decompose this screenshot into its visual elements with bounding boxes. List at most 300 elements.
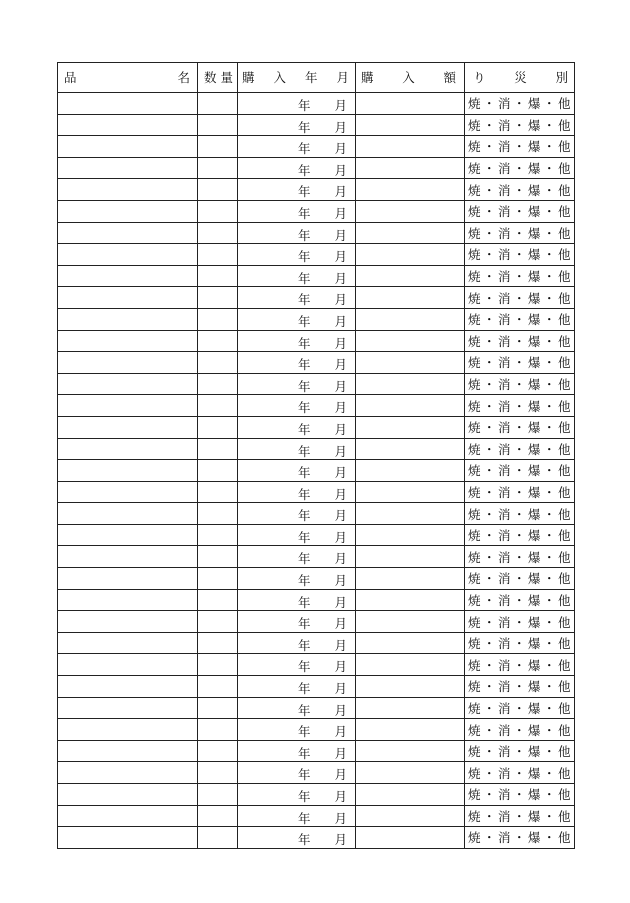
item-name-cell[interactable] bbox=[58, 654, 198, 676]
purchase-date-cell[interactable] bbox=[238, 784, 356, 806]
disaster-type-option[interactable]: 消 bbox=[497, 441, 511, 457]
disaster-type-option[interactable]: 爆 bbox=[528, 161, 542, 177]
disaster-type-option[interactable]: 他 bbox=[558, 592, 572, 608]
quantity-cell[interactable] bbox=[198, 222, 238, 244]
disaster-type-option[interactable]: 焼 bbox=[467, 290, 481, 306]
disaster-type-option[interactable]: 他 bbox=[558, 571, 572, 587]
disaster-type-option[interactable]: 焼 bbox=[467, 808, 481, 824]
disaster-type-option[interactable]: 消 bbox=[497, 722, 511, 738]
disaster-type-option[interactable]: 爆 bbox=[528, 312, 542, 328]
purchase-date-cell[interactable] bbox=[238, 136, 356, 158]
quantity-cell[interactable] bbox=[198, 93, 238, 115]
disaster-type-cell bbox=[465, 265, 575, 287]
disaster-type-option[interactable]: 爆 bbox=[528, 657, 542, 673]
purchase-amount-cell[interactable] bbox=[356, 676, 465, 698]
disaster-type-option[interactable]: 他 bbox=[558, 377, 572, 393]
item-name-cell[interactable] bbox=[58, 611, 198, 633]
purchase-amount-cell[interactable] bbox=[356, 568, 465, 590]
disaster-type-option[interactable]: 焼 bbox=[467, 139, 481, 155]
quantity-cell[interactable] bbox=[198, 740, 238, 762]
table-row bbox=[58, 136, 575, 158]
disaster-type-option[interactable]: 消 bbox=[497, 225, 511, 241]
disaster-type-option[interactable]: 消 bbox=[497, 269, 511, 285]
purchase-date-cell[interactable] bbox=[238, 244, 356, 266]
quantity-cell[interactable] bbox=[198, 762, 238, 784]
disaster-type-option[interactable]: 消 bbox=[497, 808, 511, 824]
purchase-date-cell[interactable] bbox=[238, 265, 356, 287]
disaster-type-option[interactable]: 焼 bbox=[467, 312, 481, 328]
disaster-type-option[interactable]: 他 bbox=[558, 117, 572, 133]
purchase-amount-cell[interactable] bbox=[356, 784, 465, 806]
disaster-type-option[interactable]: 焼 bbox=[467, 571, 481, 587]
purchase-amount-cell[interactable] bbox=[356, 373, 465, 395]
disaster-type-option[interactable]: 焼 bbox=[467, 463, 481, 479]
disaster-type-option[interactable]: 焼 bbox=[467, 225, 481, 241]
disaster-type-option[interactable]: 消 bbox=[497, 96, 511, 112]
purchase-date-cell[interactable] bbox=[238, 654, 356, 676]
separator-dot: ・ bbox=[482, 484, 496, 500]
disaster-type-option[interactable]: 焼 bbox=[467, 722, 481, 738]
disaster-type-option[interactable]: 消 bbox=[497, 398, 511, 414]
disaster-type-option[interactable]: 爆 bbox=[528, 614, 542, 630]
purchase-amount-cell[interactable] bbox=[356, 179, 465, 201]
purchase-amount-cell[interactable] bbox=[356, 589, 465, 611]
quantity-cell[interactable] bbox=[198, 287, 238, 309]
disaster-type-option[interactable]: 爆 bbox=[528, 355, 542, 371]
disaster-type-option[interactable]: 消 bbox=[497, 117, 511, 133]
purchase-amount-cell[interactable] bbox=[356, 805, 465, 827]
quantity-cell[interactable] bbox=[198, 827, 238, 849]
purchase-amount-cell[interactable] bbox=[356, 719, 465, 741]
disaster-type-option[interactable]: 焼 bbox=[467, 830, 481, 846]
purchase-amount-cell[interactable] bbox=[356, 546, 465, 568]
quantity-cell[interactable] bbox=[198, 568, 238, 590]
disaster-type-cell bbox=[465, 395, 575, 417]
disaster-type-option[interactable]: 消 bbox=[497, 355, 511, 371]
disaster-type-option[interactable]: 他 bbox=[558, 808, 572, 824]
purchase-amount-cell[interactable] bbox=[356, 460, 465, 482]
purchase-amount-cell[interactable] bbox=[356, 697, 465, 719]
quantity-cell[interactable] bbox=[198, 157, 238, 179]
purchase-date-cell[interactable] bbox=[238, 676, 356, 698]
quantity-cell[interactable] bbox=[198, 654, 238, 676]
item-name-cell[interactable] bbox=[58, 546, 198, 568]
quantity-cell[interactable] bbox=[198, 460, 238, 482]
purchase-date-cell[interactable] bbox=[238, 179, 356, 201]
quantity-cell[interactable] bbox=[198, 805, 238, 827]
disaster-type-option[interactable]: 消 bbox=[497, 247, 511, 263]
disaster-type-option[interactable]: 他 bbox=[558, 722, 572, 738]
disaster-type-option[interactable]: 消 bbox=[497, 139, 511, 155]
disaster-type-option[interactable]: 焼 bbox=[467, 787, 481, 803]
purchase-date-cell[interactable] bbox=[238, 611, 356, 633]
disaster-type-option[interactable]: 焼 bbox=[467, 614, 481, 630]
disaster-type-option[interactable]: 爆 bbox=[528, 484, 542, 500]
purchase-date-cell[interactable] bbox=[238, 827, 356, 849]
purchase-date-cell[interactable] bbox=[238, 308, 356, 330]
disaster-type-option[interactable]: 消 bbox=[497, 679, 511, 695]
purchase-amount-cell[interactable] bbox=[356, 287, 465, 309]
disaster-type-option[interactable]: 焼 bbox=[467, 441, 481, 457]
item-name-cell[interactable] bbox=[58, 330, 198, 352]
disaster-type-option[interactable]: 焼 bbox=[467, 592, 481, 608]
quantity-cell[interactable] bbox=[198, 244, 238, 266]
purchase-date-cell[interactable] bbox=[238, 93, 356, 115]
disaster-type-option[interactable]: 消 bbox=[497, 787, 511, 803]
purchase-date-cell[interactable] bbox=[238, 373, 356, 395]
disaster-type-option[interactable]: 消 bbox=[497, 161, 511, 177]
quantity-cell[interactable] bbox=[198, 416, 238, 438]
disaster-type-option[interactable]: 他 bbox=[558, 355, 572, 371]
item-name-cell[interactable] bbox=[58, 676, 198, 698]
item-name-cell[interactable] bbox=[58, 114, 198, 136]
disaster-type-option[interactable]: 爆 bbox=[528, 722, 542, 738]
disaster-type-option[interactable]: 爆 bbox=[528, 139, 542, 155]
quantity-cell[interactable] bbox=[198, 524, 238, 546]
disaster-type-option[interactable]: 消 bbox=[497, 830, 511, 846]
disaster-type-option[interactable]: 他 bbox=[558, 657, 572, 673]
purchase-amount-cell[interactable] bbox=[356, 93, 465, 115]
disaster-type-option[interactable]: 爆 bbox=[528, 830, 542, 846]
purchase-date-cell[interactable] bbox=[238, 568, 356, 590]
quantity-cell[interactable] bbox=[198, 719, 238, 741]
disaster-type-option[interactable]: 爆 bbox=[528, 117, 542, 133]
purchase-date-cell[interactable] bbox=[238, 719, 356, 741]
table-row bbox=[58, 568, 575, 590]
disaster-type-option[interactable]: 焼 bbox=[467, 657, 481, 673]
item-name-cell[interactable] bbox=[58, 524, 198, 546]
purchase-date-cell[interactable] bbox=[238, 200, 356, 222]
disaster-type-option[interactable]: 他 bbox=[558, 204, 572, 220]
disaster-type-option[interactable]: 爆 bbox=[528, 247, 542, 263]
disaster-type-option[interactable]: 消 bbox=[497, 333, 511, 349]
disaster-type-option[interactable]: 焼 bbox=[467, 204, 481, 220]
purchase-date-cell[interactable] bbox=[238, 287, 356, 309]
item-name-cell[interactable] bbox=[58, 244, 198, 266]
disaster-type-option[interactable]: 爆 bbox=[528, 441, 542, 457]
disaster-type-option[interactable]: 他 bbox=[558, 312, 572, 328]
purchase-date-cell[interactable] bbox=[238, 632, 356, 654]
disaster-type-option[interactable]: 他 bbox=[558, 441, 572, 457]
disaster-type-option[interactable]: 他 bbox=[558, 139, 572, 155]
disaster-type-option[interactable]: 焼 bbox=[467, 549, 481, 565]
item-name-cell[interactable] bbox=[58, 308, 198, 330]
disaster-type-option[interactable]: 爆 bbox=[528, 506, 542, 522]
item-name-cell[interactable] bbox=[58, 136, 198, 158]
disaster-type-option[interactable]: 爆 bbox=[528, 787, 542, 803]
purchase-amount-cell[interactable] bbox=[356, 352, 465, 374]
disaster-type-option[interactable]: 爆 bbox=[528, 808, 542, 824]
disaster-type-option[interactable]: 焼 bbox=[467, 506, 481, 522]
purchase-amount-cell[interactable] bbox=[356, 762, 465, 784]
disaster-type-option[interactable]: 消 bbox=[497, 744, 511, 760]
separator-dot: ・ bbox=[512, 117, 526, 133]
disaster-type-option[interactable]: 他 bbox=[558, 549, 572, 565]
purchase-date-cell[interactable] bbox=[238, 481, 356, 503]
disaster-type-option[interactable]: 他 bbox=[558, 679, 572, 695]
purchase-date-cell[interactable] bbox=[238, 589, 356, 611]
purchase-amount-cell[interactable] bbox=[356, 827, 465, 849]
item-name-cell[interactable] bbox=[58, 287, 198, 309]
item-name-cell[interactable] bbox=[58, 352, 198, 374]
quantity-cell[interactable] bbox=[198, 611, 238, 633]
disaster-type-option[interactable]: 他 bbox=[558, 420, 572, 436]
purchase-date-cell[interactable] bbox=[238, 157, 356, 179]
year-label: 年 bbox=[298, 162, 311, 178]
purchase-date-cell[interactable] bbox=[238, 546, 356, 568]
disaster-type-option[interactable]: 爆 bbox=[528, 592, 542, 608]
purchase-amount-cell[interactable] bbox=[356, 330, 465, 352]
disaster-type-option[interactable]: 焼 bbox=[467, 528, 481, 544]
disaster-type-option[interactable]: 他 bbox=[558, 247, 572, 263]
disaster-type-option[interactable]: 消 bbox=[497, 700, 511, 716]
quantity-cell[interactable] bbox=[198, 632, 238, 654]
purchase-date-cell[interactable] bbox=[238, 503, 356, 525]
disaster-type-option[interactable]: 他 bbox=[558, 398, 572, 414]
disaster-type-option[interactable]: 消 bbox=[497, 204, 511, 220]
disaster-type-option[interactable]: 爆 bbox=[528, 420, 542, 436]
item-name-cell[interactable] bbox=[58, 503, 198, 525]
disaster-type-option[interactable]: 爆 bbox=[528, 679, 542, 695]
purchase-amount-cell[interactable] bbox=[356, 416, 465, 438]
disaster-type-option[interactable]: 焼 bbox=[467, 355, 481, 371]
disaster-type-option[interactable]: 焼 bbox=[467, 182, 481, 198]
separator-dot: ・ bbox=[543, 204, 557, 220]
disaster-type-option[interactable]: 消 bbox=[497, 528, 511, 544]
disaster-type-option[interactable]: 爆 bbox=[528, 182, 542, 198]
quantity-cell[interactable] bbox=[198, 352, 238, 374]
purchase-date-cell[interactable] bbox=[238, 762, 356, 784]
disaster-type-option[interactable]: 焼 bbox=[467, 765, 481, 781]
quantity-cell[interactable] bbox=[198, 265, 238, 287]
purchase-amount-cell[interactable] bbox=[356, 136, 465, 158]
disaster-type-option[interactable]: 焼 bbox=[467, 96, 481, 112]
disaster-type-option[interactable]: 爆 bbox=[528, 398, 542, 414]
item-name-cell[interactable] bbox=[58, 762, 198, 784]
purchase-amount-cell[interactable] bbox=[356, 308, 465, 330]
purchase-amount-cell[interactable] bbox=[356, 611, 465, 633]
disaster-type-option[interactable]: 焼 bbox=[467, 117, 481, 133]
purchase-date-cell[interactable] bbox=[238, 697, 356, 719]
disaster-type-option[interactable]: 他 bbox=[558, 744, 572, 760]
disaster-type-option[interactable]: 焼 bbox=[467, 161, 481, 177]
disaster-type-option[interactable]: 焼 bbox=[467, 377, 481, 393]
item-name-cell[interactable] bbox=[58, 416, 198, 438]
quantity-cell[interactable] bbox=[198, 697, 238, 719]
disaster-type-option[interactable]: 消 bbox=[497, 420, 511, 436]
item-name-cell[interactable] bbox=[58, 222, 198, 244]
item-name-cell[interactable] bbox=[58, 265, 198, 287]
purchase-amount-cell[interactable] bbox=[356, 265, 465, 287]
disaster-type-option[interactable]: 消 bbox=[497, 657, 511, 673]
separator-dot: ・ bbox=[482, 139, 496, 155]
disaster-type-option[interactable]: 消 bbox=[497, 312, 511, 328]
disaster-type-option[interactable]: 他 bbox=[558, 700, 572, 716]
quantity-cell[interactable] bbox=[198, 373, 238, 395]
purchase-amount-cell[interactable] bbox=[356, 632, 465, 654]
disaster-type-option[interactable]: 消 bbox=[497, 290, 511, 306]
disaster-type-option[interactable]: 消 bbox=[497, 506, 511, 522]
disaster-type-option[interactable]: 消 bbox=[497, 571, 511, 587]
quantity-cell[interactable] bbox=[198, 481, 238, 503]
disaster-type-option[interactable]: 消 bbox=[497, 463, 511, 479]
separator-dot: ・ bbox=[482, 614, 496, 630]
disaster-type-option[interactable]: 焼 bbox=[467, 679, 481, 695]
quantity-cell[interactable] bbox=[198, 589, 238, 611]
separator-dot: ・ bbox=[543, 657, 557, 673]
table-row bbox=[58, 589, 575, 611]
disaster-type-option[interactable]: 他 bbox=[558, 225, 572, 241]
disaster-type-option[interactable]: 消 bbox=[497, 765, 511, 781]
disaster-type-option[interactable]: 他 bbox=[558, 96, 572, 112]
disaster-type-option[interactable]: 他 bbox=[558, 614, 572, 630]
purchase-amount-cell[interactable] bbox=[356, 481, 465, 503]
year-label: 年 bbox=[298, 702, 311, 718]
item-name-cell[interactable] bbox=[58, 438, 198, 460]
disaster-type-option[interactable]: 焼 bbox=[467, 700, 481, 716]
disaster-type-option[interactable]: 爆 bbox=[528, 290, 542, 306]
disaster-type-option[interactable]: 消 bbox=[497, 182, 511, 198]
quantity-cell[interactable] bbox=[198, 395, 238, 417]
purchase-date-cell[interactable] bbox=[238, 352, 356, 374]
disaster-type-option[interactable]: 他 bbox=[558, 484, 572, 500]
disaster-type-option[interactable]: 他 bbox=[558, 182, 572, 198]
disaster-type-option[interactable]: 爆 bbox=[528, 204, 542, 220]
purchase-date-cell[interactable] bbox=[238, 330, 356, 352]
disaster-type-option[interactable]: 他 bbox=[558, 787, 572, 803]
purchase-date-cell[interactable] bbox=[238, 460, 356, 482]
purchase-amount-cell[interactable] bbox=[356, 157, 465, 179]
disaster-type-option[interactable]: 消 bbox=[497, 377, 511, 393]
purchase-amount-cell[interactable] bbox=[356, 438, 465, 460]
disaster-type-option[interactable]: 消 bbox=[497, 549, 511, 565]
quantity-cell[interactable] bbox=[198, 438, 238, 460]
disaster-type-option[interactable]: 爆 bbox=[528, 96, 542, 112]
disaster-type-option[interactable]: 消 bbox=[497, 592, 511, 608]
disaster-type-option[interactable]: 爆 bbox=[528, 269, 542, 285]
item-name-cell[interactable] bbox=[58, 568, 198, 590]
quantity-cell[interactable] bbox=[198, 503, 238, 525]
disaster-type-option[interactable]: 爆 bbox=[528, 700, 542, 716]
quantity-cell[interactable] bbox=[198, 136, 238, 158]
item-name-cell[interactable] bbox=[58, 157, 198, 179]
purchase-date-cell[interactable] bbox=[238, 222, 356, 244]
item-name-cell[interactable] bbox=[58, 719, 198, 741]
disaster-type-option[interactable]: 他 bbox=[558, 636, 572, 652]
disaster-type-option[interactable]: 爆 bbox=[528, 636, 542, 652]
item-name-cell[interactable] bbox=[58, 697, 198, 719]
disaster-type-option[interactable]: 焼 bbox=[467, 420, 481, 436]
disaster-type-option[interactable]: 消 bbox=[497, 636, 511, 652]
separator-dot: ・ bbox=[543, 247, 557, 263]
disaster-type-option[interactable]: 他 bbox=[558, 765, 572, 781]
purchase-amount-cell[interactable] bbox=[356, 503, 465, 525]
quantity-cell[interactable] bbox=[198, 200, 238, 222]
disaster-type-cell bbox=[465, 330, 575, 352]
purchase-amount-cell[interactable] bbox=[356, 654, 465, 676]
disaster-type-option[interactable]: 焼 bbox=[467, 744, 481, 760]
year-label: 年 bbox=[298, 637, 311, 653]
table-row bbox=[58, 546, 575, 568]
purchase-amount-cell[interactable] bbox=[356, 395, 465, 417]
quantity-cell[interactable] bbox=[198, 676, 238, 698]
quantity-cell[interactable] bbox=[198, 546, 238, 568]
item-name-cell[interactable] bbox=[58, 632, 198, 654]
disaster-type-option[interactable]: 消 bbox=[497, 484, 511, 500]
disaster-type-option[interactable]: 爆 bbox=[528, 463, 542, 479]
purchase-amount-cell[interactable] bbox=[356, 524, 465, 546]
purchase-date-cell[interactable] bbox=[238, 438, 356, 460]
purchase-amount-cell[interactable] bbox=[356, 244, 465, 266]
disaster-type-option[interactable]: 消 bbox=[497, 614, 511, 630]
disaster-type-option[interactable]: 焼 bbox=[467, 398, 481, 414]
purchase-amount-cell[interactable] bbox=[356, 222, 465, 244]
item-name-cell[interactable] bbox=[58, 460, 198, 482]
item-name-cell[interactable] bbox=[58, 740, 198, 762]
quantity-cell[interactable] bbox=[198, 114, 238, 136]
disaster-type-option[interactable]: 焼 bbox=[467, 636, 481, 652]
item-name-cell[interactable] bbox=[58, 589, 198, 611]
quantity-cell[interactable] bbox=[198, 179, 238, 201]
item-name-cell[interactable] bbox=[58, 395, 198, 417]
disaster-type-option[interactable]: 爆 bbox=[528, 571, 542, 587]
purchase-date-cell[interactable] bbox=[238, 416, 356, 438]
item-name-cell[interactable] bbox=[58, 93, 198, 115]
disaster-type-option[interactable]: 焼 bbox=[467, 333, 481, 349]
disaster-type-option[interactable]: 他 bbox=[558, 830, 572, 846]
purchase-date-cell[interactable] bbox=[238, 805, 356, 827]
month-label: 月 bbox=[334, 162, 347, 178]
purchase-date-cell[interactable] bbox=[238, 524, 356, 546]
disaster-type-option[interactable]: 爆 bbox=[528, 528, 542, 544]
item-name-cell[interactable] bbox=[58, 200, 198, 222]
purchase-date-cell[interactable] bbox=[238, 114, 356, 136]
disaster-type-option[interactable]: 焼 bbox=[467, 269, 481, 285]
disaster-type-option[interactable]: 爆 bbox=[528, 744, 542, 760]
item-name-cell[interactable] bbox=[58, 373, 198, 395]
item-name-cell[interactable] bbox=[58, 481, 198, 503]
disaster-type-option[interactable]: 他 bbox=[558, 463, 572, 479]
item-name-cell[interactable] bbox=[58, 179, 198, 201]
separator-dot: ・ bbox=[482, 830, 496, 846]
purchase-amount-cell[interactable] bbox=[356, 114, 465, 136]
disaster-type-option[interactable]: 焼 bbox=[467, 484, 481, 500]
disaster-type-option[interactable]: 爆 bbox=[528, 765, 542, 781]
disaster-type-option[interactable]: 他 bbox=[558, 269, 572, 285]
purchase-amount-cell[interactable] bbox=[356, 200, 465, 222]
disaster-type-option[interactable]: 爆 bbox=[528, 377, 542, 393]
disaster-type-option[interactable]: 焼 bbox=[467, 247, 481, 263]
purchase-ledger-table bbox=[57, 62, 575, 849]
quantity-cell[interactable] bbox=[198, 330, 238, 352]
quantity-cell[interactable] bbox=[198, 308, 238, 330]
item-name-cell[interactable] bbox=[58, 827, 198, 849]
purchase-amount-cell[interactable] bbox=[356, 740, 465, 762]
disaster-type-option[interactable]: 爆 bbox=[528, 549, 542, 565]
disaster-type-option[interactable]: 他 bbox=[558, 528, 572, 544]
disaster-type-option[interactable]: 他 bbox=[558, 290, 572, 306]
disaster-type-option[interactable]: 爆 bbox=[528, 333, 542, 349]
purchase-date-cell[interactable] bbox=[238, 740, 356, 762]
disaster-type-option[interactable]: 他 bbox=[558, 506, 572, 522]
purchase-date-cell[interactable] bbox=[238, 395, 356, 417]
disaster-type-option[interactable]: 他 bbox=[558, 161, 572, 177]
quantity-cell[interactable] bbox=[198, 784, 238, 806]
disaster-type-option[interactable]: 他 bbox=[558, 333, 572, 349]
item-name-cell[interactable] bbox=[58, 784, 198, 806]
item-name-cell[interactable] bbox=[58, 805, 198, 827]
disaster-type-option[interactable]: 爆 bbox=[528, 225, 542, 241]
